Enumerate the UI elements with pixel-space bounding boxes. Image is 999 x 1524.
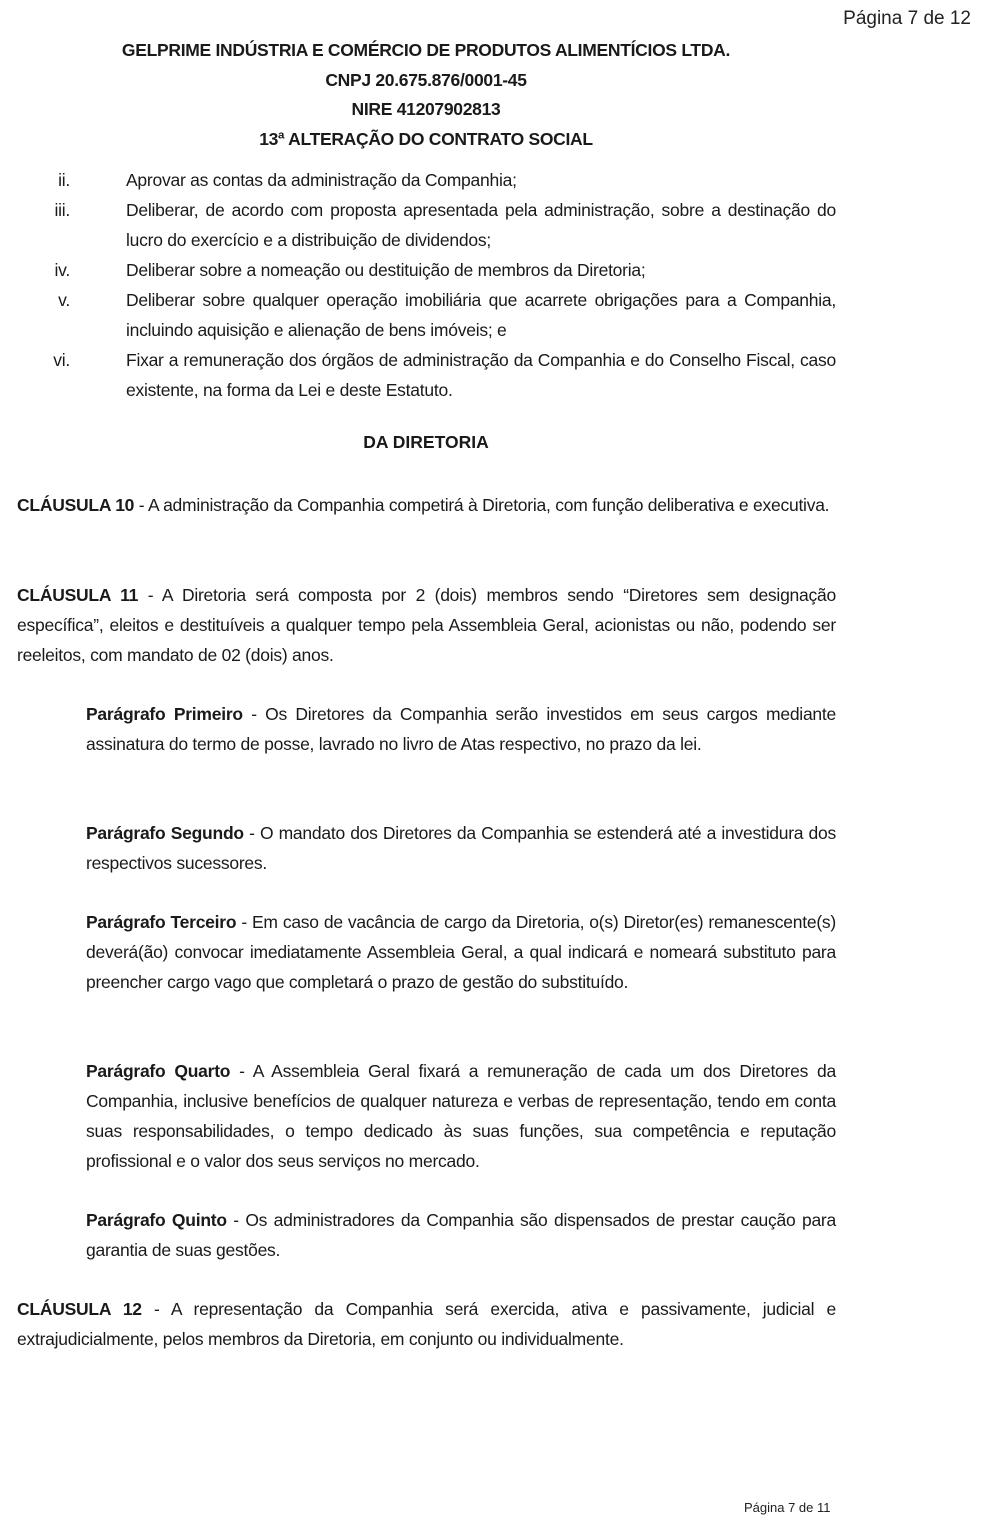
page-counter-top: Página 7 de 12: [843, 8, 971, 29]
paragraph-label: Parágrafo Primeiro: [86, 704, 243, 724]
paragraph-text: - Os Diretores da Companhia serão investidos em seus cargos mediante assinatura do termo de posse, lavrado no livro de Atas respectivo, no prazo da lei.: [86, 704, 837, 754]
paragraph-segundo: [86, 818, 836, 878]
list-item: [0, 165, 836, 195]
clause-label: CLÁUSULA 12: [17, 1299, 142, 1319]
company-nire: NIRE 41207902813: [351, 99, 501, 119]
clause-label: CLÁUSULA 10: [17, 495, 135, 515]
paragraph-primeiro: [86, 699, 836, 759]
list-item-text: Aprovar as contas da administração da Companhia;: [126, 170, 517, 190]
list-item-number: v.: [58, 290, 70, 310]
list-item: [0, 345, 836, 405]
list-item-text: Deliberar sobre qualquer operação imobiliária que acarrete obrigações para a Companhia, incluindo aquisição e alienação de bens imóveis; e: [126, 290, 836, 340]
company-name: GELPRIME INDÚSTRIA E COMÉRCIO DE PRODUTOS ALIMENTÍCIOS LTDA.: [121, 40, 731, 60]
list-item: [0, 285, 836, 345]
list-item: [0, 255, 836, 285]
list-item-number: vi.: [53, 350, 70, 370]
list-item-number: iii.: [54, 200, 70, 220]
list-item-text: Deliberar sobre a nomeação ou destituição de membros da Diretoria;: [126, 260, 646, 280]
competences-list: [0, 165, 836, 405]
paragraph-text: - O mandato dos Diretores da Companhia se estenderá até a investidura dos respectivos sucessores.: [86, 823, 836, 873]
clause-text: - A administração da Companhia competirá à Diretoria, com função deliberativa e executiva.: [134, 495, 830, 515]
clause-11: [17, 580, 836, 670]
paragraph-text: - A Assembleia Geral fixará a remuneração de cada um dos Diretores da Companhia, inclusive benefícios de qualquer natureza e verbas de representação, tendo em conta suas responsabilidades, o tempo dedicado às suas funções, sua competência e reputação profissional e o valor dos seus serviços no mercado.: [86, 1061, 836, 1171]
paragraph-text: - Em caso de vacância de cargo da Diretoria, o(s) Diretor(es) remanescente(s) deverá(ão) convocar imediatamente Assembleia Geral, a qual indicará e nomeará substituto para preencher cargo vago que completará o prazo de gestão do substituído.: [86, 912, 836, 992]
section-title: DA DIRETORIA: [363, 432, 489, 452]
clause-label: CLÁUSULA 11: [17, 585, 139, 605]
clause-text: - A Diretoria será composta por 2 (dois) membros sendo “Diretores sem designação específica”, eleitos e destituíveis a qualquer tempo pela Assembleia Geral, acionistas ou não, podendo ser reeleitos, com mandato de 02 (dois) anos.: [17, 585, 836, 665]
document-title: 13ª ALTERAÇÃO DO CONTRATO SOCIAL: [259, 128, 593, 149]
paragraph-label: Parágrafo Segundo: [86, 823, 244, 843]
list-item-text: Deliberar, de acordo com proposta apresentada pela administração, sobre a destinação do lucro do exercício e a distribuição de dividendos;: [126, 200, 836, 250]
list-item-number: ii.: [58, 170, 70, 190]
list-item-number: iv.: [54, 260, 70, 280]
clause-12: [17, 1294, 836, 1354]
list-item-text: Fixar a remuneração dos órgãos de administração da Companhia e do Conselho Fiscal, caso existente, na forma da Lei e deste Estatuto.: [126, 350, 836, 400]
paragraph-label: Parágrafo Quarto: [86, 1061, 231, 1081]
paragraph-label: Parágrafo Quinto: [86, 1210, 227, 1230]
company-cnpj: CNPJ 20.675.876/0001-45: [325, 69, 527, 90]
paragraph-text: - Os administradores da Companhia são dispensados de prestar caução para garantia de suas gestões.: [86, 1210, 836, 1260]
list-item: [0, 195, 836, 255]
clause-10: [17, 490, 836, 520]
page-footer: Página 7 de 11: [744, 1500, 831, 1515]
paragraph-quarto: [86, 1056, 836, 1176]
paragraph-terceiro: [86, 907, 836, 997]
paragraph-label: Parágrafo Terceiro: [86, 912, 237, 932]
paragraph-quinto: [86, 1205, 836, 1265]
clause-text: - A representação da Companhia será exercida, ativa e passivamente, judicial e extrajudicialmente, pelos membros da Diretoria, em conjunto ou individualmente.: [17, 1299, 837, 1349]
document-header: [0, 36, 852, 154]
